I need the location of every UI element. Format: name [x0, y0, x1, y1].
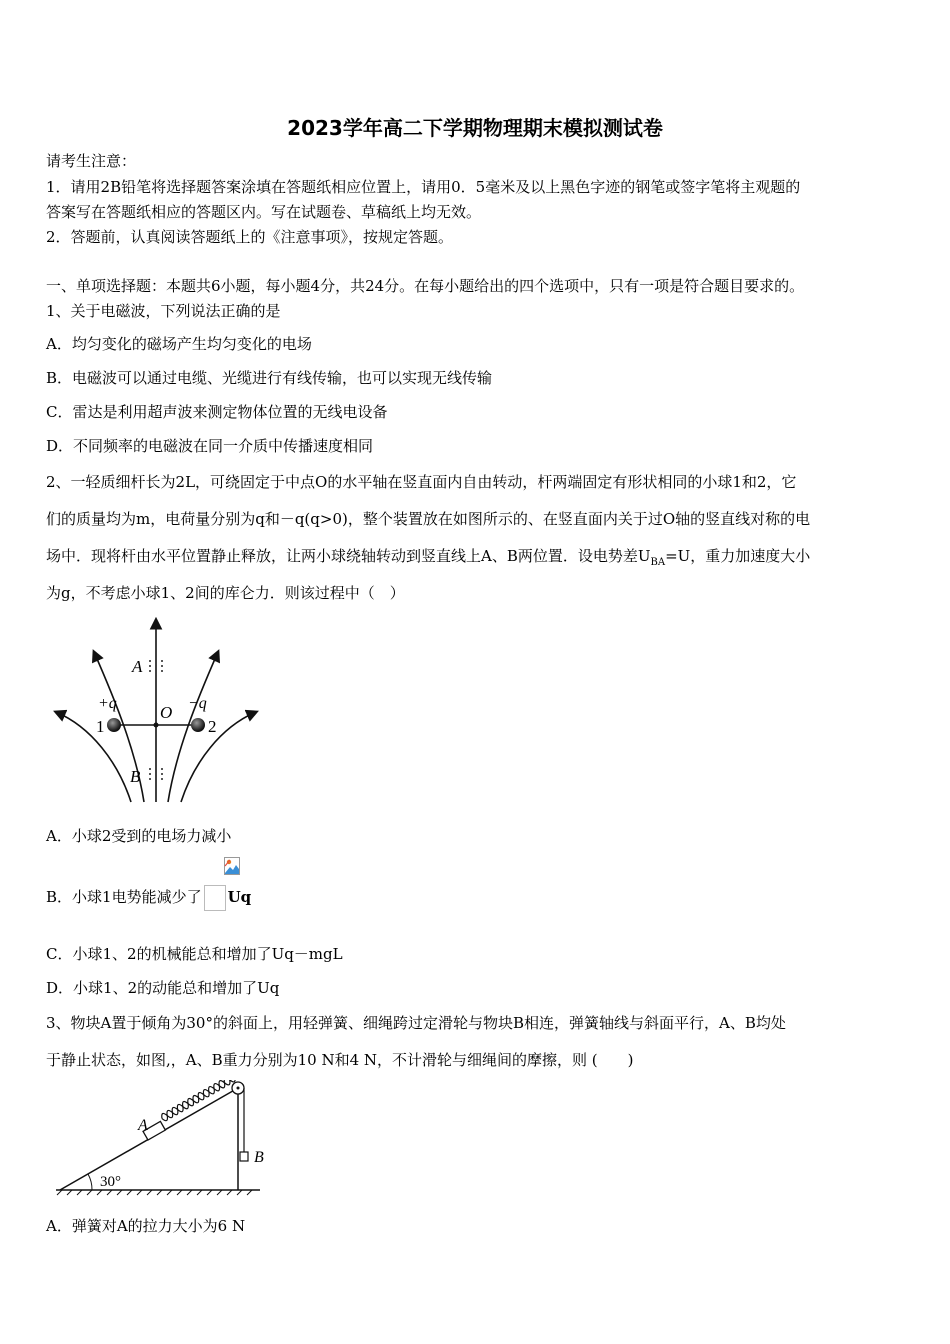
q2-option-d: D．小球1、2的动能总和增加了Uq	[46, 979, 280, 997]
q2-stem-line-2: 们的质量均为m，电荷量分别为q和－q(q>0)，整个装置放在如图所示的、在竖直面内关于过O轴的竖直线对称的电	[46, 510, 811, 528]
label-ball-1: 1	[96, 717, 105, 736]
q2-line-3-post: =U，重力加速度大小	[665, 547, 811, 565]
q2-field-figure	[46, 612, 266, 807]
q1-option-d: D．不同频率的电磁波在同一介质中传播速度相同	[46, 437, 374, 455]
q2-option-b-pre: B．小球1电势能减少了	[46, 888, 202, 906]
angle-arc	[88, 1174, 92, 1190]
label-o: O	[160, 703, 173, 722]
q2-option-b-post: Uq	[227, 888, 252, 906]
label-a: A	[132, 657, 143, 676]
ball-1	[107, 718, 121, 732]
q2-stem-line-3	[46, 546, 810, 573]
notice-item-1-line-1: 1．请用2B铅笔将选择题答案涂填在答题纸相应位置上，请用0．5毫米及以上黑色字迹的钢笔或签字笔将主观题的	[46, 178, 801, 196]
notice-item-1-line-2: 答案写在答题纸相应的答题区内。写在试题卷、草稿纸上均无效。	[46, 203, 482, 221]
pulley-axle	[237, 1087, 240, 1090]
q3-stem-line-1: 3、物块A置于倾角为30°的斜面上，用轻弹簧、细绳跨过定滑轮与物块B相连，弹簧轴线与斜面平行，A、B均处	[46, 1014, 786, 1032]
pivot-o	[154, 723, 159, 728]
label-a: A	[138, 1117, 148, 1134]
q1-option-c: C．雷达是利用超声波来测定物体位置的无线电设备	[46, 403, 388, 421]
label-b: B	[254, 1149, 264, 1166]
q1-option-b: B．电磁波可以通过电缆、光缆进行有线传输，也可以实现无线传输	[46, 369, 493, 387]
label-ball-2: 2	[208, 717, 217, 736]
q3-stem-line-2: 于静止状态，如图,，A、B重力分别为10 N和4 N，不计滑轮与细绳间的摩擦，则 ( )	[46, 1051, 634, 1069]
label-plus-q: +q	[98, 695, 117, 712]
q3-option-a: A．弹簧对A的拉力大小为6 N	[46, 1217, 246, 1235]
label-angle: 30°	[100, 1174, 121, 1190]
q2-line-3-subscript: BA	[650, 557, 666, 568]
broken-image-icon	[224, 857, 240, 875]
q2-stem-line-4: 为g，不考虑小球1、2间的库仑力．则该过程中（ ）	[46, 584, 405, 602]
q2-option-b	[46, 885, 251, 911]
formula-placeholder	[204, 885, 226, 911]
page-title: 2023学年高二下学期物理期末模拟测试卷	[287, 116, 663, 140]
q2-stem-line-1: 2、一轻质细杆长为2L，可绕固定于中点O的水平轴在竖直面内自由转动，杆两端固定有形状相同的小球1和2，它	[46, 473, 797, 491]
block-b	[240, 1152, 248, 1161]
ball-2	[191, 718, 205, 732]
q3-incline-figure	[52, 1080, 272, 1196]
q2-option-a: A．小球2受到的电场力减小	[46, 827, 232, 845]
label-b: B	[130, 767, 141, 786]
notice-item-2: 2．答题前，认真阅读答题纸上的《注意事项》，按规定答题。	[46, 228, 454, 246]
spring	[160, 1080, 237, 1122]
q1-option-a: A．均匀变化的磁场产生均匀变化的电场	[46, 335, 312, 353]
label-minus-q: −q	[188, 695, 207, 712]
notice-heading: 请考生注意：	[46, 152, 137, 170]
q1-stem: 1、关于电磁波，下列说法正确的是	[46, 302, 281, 320]
section-1-heading: 一、单项选择题：本题共6小题，每小题4分，共24分。在每小题给出的四个选项中，只有一项是符合题目要求的。	[46, 277, 805, 295]
q2-option-c: C．小球1、2的机械能总和增加了Uq－mgL	[46, 945, 343, 963]
q2-line-3-pre: 场中．现将杆由水平位置静止释放，让两小球绕轴转动到竖直线上A、B两位置．设电势差U	[46, 547, 651, 565]
